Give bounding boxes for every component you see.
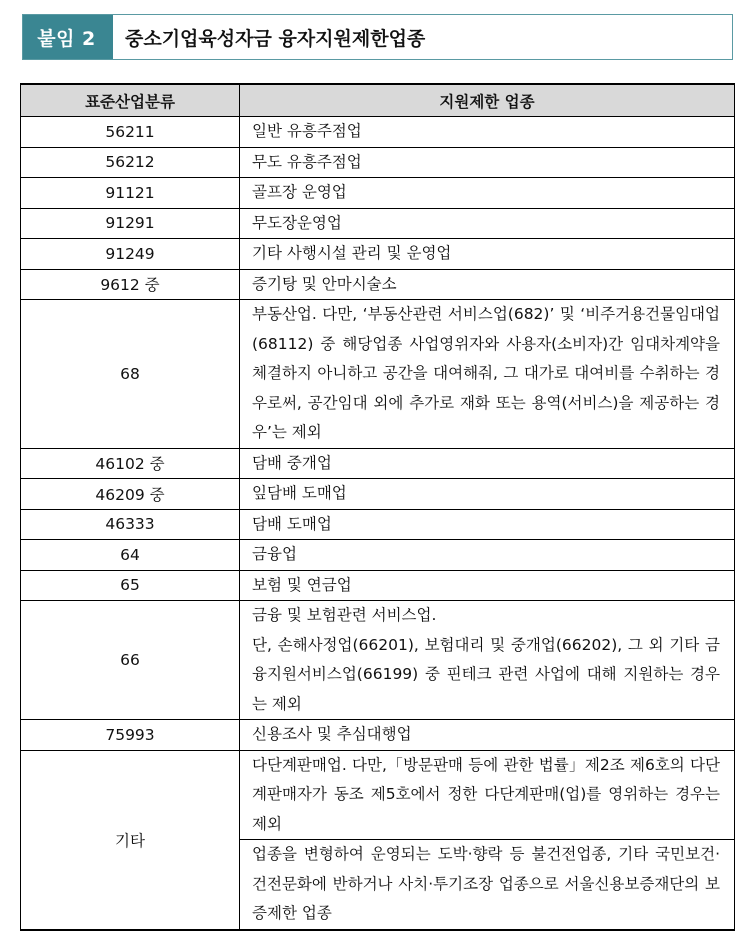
industry-text: 잎담배 도매업: [252, 484, 347, 502]
restricted-industry: [240, 269, 735, 300]
industry-text: 담배 도매업: [252, 514, 332, 533]
industry-code: 64: [21, 540, 240, 571]
restricted-industry: [240, 300, 735, 449]
industry-code: 65: [21, 570, 240, 601]
restricted-industry: [240, 479, 735, 510]
restricted-industries-table: [20, 83, 735, 931]
restricted-industry: [240, 117, 735, 148]
restricted-industry: 다단계판매업. 다만,「방문판매 등에 관한 법률」제2조 제6호의 다단계판매자가 동조 제5호에서 정한 다단계판매(업)를 영위하는 경우는 제외: [240, 750, 735, 840]
industry-code: 68: [21, 300, 240, 449]
industry-code: 56211: [21, 117, 240, 148]
table-header-row: [21, 84, 735, 117]
industry-text: 기타 사행시설 관리 및 운영업: [252, 244, 452, 262]
industry-text: 부동산업. 다만, ‘부동산관련 서비스업(682)’ 및 ‘비주거용건물임대업(68112) 중 해당업종 사업영위자와 사용자(소비자)간 임대차계약을 체결하지 아니하고 공간을 대여해줘, 그 대가로 대여비를 수취하는 경우로써, 공간임대 외에 추가로 재화 또는 용역(서비스)을 제공하는 경우’는 제외: [252, 305, 720, 441]
table-row: [21, 601, 735, 720]
restricted-industry: [240, 570, 735, 601]
restricted-industry: [240, 147, 735, 178]
restricted-industry: [240, 601, 735, 720]
industry-code: 기타: [21, 750, 240, 930]
industry-text: 증기탕 및 안마시술소: [252, 274, 397, 293]
industry-code: 46102 중: [21, 448, 240, 479]
restricted-industry: [240, 720, 735, 751]
industry-text: 무도장운영업: [252, 213, 342, 232]
attachment-header: [22, 14, 733, 60]
industry-code: 91291: [21, 208, 240, 239]
restricted-industry: 업종을 변형하여 운영되는 도박·향락 등 불건전업종, 기타 국민보건·건전문화에 반하거나 사치·투기조장 업종으로 서울신용보증재단의 보증제한 업종: [240, 840, 735, 930]
table-row: [21, 178, 735, 209]
industry-code: 56212: [21, 147, 240, 178]
table-row: [21, 208, 735, 239]
restricted-industry: [240, 509, 735, 540]
industry-text: 금융업: [252, 545, 297, 563]
column-header-code: 표준산업분류: [21, 84, 240, 117]
industry-code: 66: [21, 601, 240, 720]
industry-code: 46333: [21, 509, 240, 540]
industry-text: 담배 중개업: [252, 453, 332, 472]
table-row: [21, 269, 735, 300]
industry-text: 보험 및 연금업: [252, 575, 352, 594]
table-row: [21, 448, 735, 479]
industry-code: 91121: [21, 178, 240, 209]
column-header-industry: 지원제한 업종: [240, 84, 735, 117]
industry-text: 금융 및 보험관련 서비스업.: [252, 606, 437, 624]
attachment-badge: 붙임 2: [23, 15, 110, 59]
table-row: [21, 300, 735, 449]
industry-text: 단, 손해사정업(66201), 보험대리 및 중개업(66202), 그 외 기타 금융지원서비스업(66199) 중 핀테크 관련 사업에 대해 지원하는 경우는 제외: [252, 635, 720, 713]
restricted-industry: [240, 208, 735, 239]
industry-code: 46209 중: [21, 479, 240, 510]
document-title: 중소기업육성자금 융자지원제한업종: [110, 15, 425, 59]
table-row: [21, 147, 735, 178]
restricted-industry: [240, 178, 735, 209]
industry-code: 9612 중: [21, 269, 240, 300]
industry-text: 골프장 운영업: [252, 183, 347, 201]
restricted-industry: [240, 239, 735, 270]
industry-text: 일반 유흥주점업: [252, 122, 362, 140]
table-row: [21, 540, 735, 571]
industry-text: 신용조사 및 추심대행업: [252, 725, 412, 743]
table-row: [21, 509, 735, 540]
restricted-industry: [240, 540, 735, 571]
table-row: [21, 750, 735, 840]
table-row: [21, 570, 735, 601]
industry-text: 무도 유흥주점업: [252, 152, 362, 171]
table-row: [21, 720, 735, 751]
table-row: [21, 479, 735, 510]
table-row: [21, 117, 735, 148]
industry-code: 91249: [21, 239, 240, 270]
restricted-industry: [240, 448, 735, 479]
table-row: [21, 239, 735, 270]
industry-code: 75993: [21, 720, 240, 751]
